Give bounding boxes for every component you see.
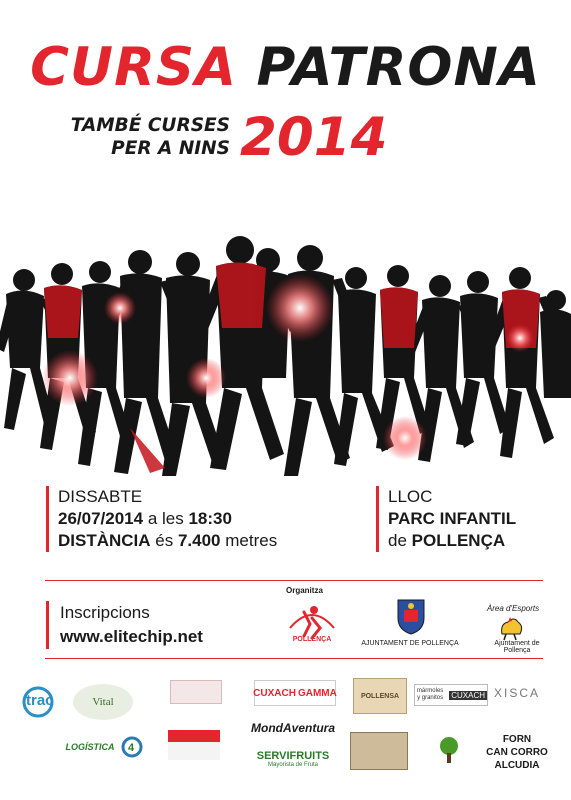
sponsor-trac xyxy=(18,672,58,732)
registration xyxy=(60,601,203,649)
svg-text:4: 4 xyxy=(127,742,134,754)
subtitle xyxy=(70,114,230,160)
forn-line-2: CAN CORRO xyxy=(486,747,548,758)
forn-line-3: ALCUDIA xyxy=(494,760,540,771)
distance-value: 7.400 xyxy=(177,531,221,550)
light-flare xyxy=(42,350,98,406)
distance-line xyxy=(58,530,277,552)
day-label: DISSABTE xyxy=(58,487,143,506)
distance-label: DISTÀNCIA xyxy=(58,531,151,550)
vital-text: Vital xyxy=(92,696,114,708)
event-time: 18:30 xyxy=(188,509,232,528)
place-town-line xyxy=(388,530,516,552)
sponsor-photo-card xyxy=(350,732,408,770)
servifruits-sub: Mayorista de Fruta xyxy=(267,762,319,768)
xisca-text: XISCA xyxy=(494,686,541,700)
title-red-word: CURSA xyxy=(30,37,238,98)
place-of: de xyxy=(388,531,412,550)
accent-bar-left xyxy=(46,486,49,552)
title-black-word: PATRONA xyxy=(256,37,541,98)
mondaventura-text: MondAventura xyxy=(251,721,335,735)
club-town: POLLENÇA xyxy=(292,636,332,643)
organizers-label: Organitza xyxy=(286,586,323,595)
gamma-text: GAMMA xyxy=(297,687,337,699)
sponsor-pollensa xyxy=(353,678,407,714)
sponsor-servifruits xyxy=(254,744,332,774)
sponsor-cuxach-gamma xyxy=(254,680,336,706)
registration-label: Inscripcions xyxy=(60,603,150,622)
ajuntament-name: AJUNTAMENT DE POLLENÇA xyxy=(361,640,459,647)
trac-text: trac xyxy=(26,692,54,709)
pollensa-text: POLLENSA xyxy=(360,692,400,700)
tree-icon xyxy=(434,735,464,765)
place-town: POLLENÇA xyxy=(411,531,506,550)
subtitle-line-2: PER A NINS xyxy=(111,138,230,159)
area-esports-name: Àrea d'Esports xyxy=(486,604,540,613)
ajuntament-crest xyxy=(394,596,428,636)
runners-illustration xyxy=(0,228,571,478)
light-flare xyxy=(186,358,226,398)
sponsor-marmoles xyxy=(414,684,488,706)
area-esports-sub: Ajuntament de Pollença xyxy=(494,640,540,654)
rooster-icon xyxy=(496,614,526,642)
marmoles-text: mármoles y granitos xyxy=(416,688,444,701)
accent-bar-inscr xyxy=(46,601,49,649)
place-label: LLOC xyxy=(388,487,433,506)
event-date: 26/07/2014 xyxy=(58,509,144,528)
sponsor-logistica xyxy=(50,734,160,760)
registration-link[interactable]: www.elitechip.net xyxy=(60,627,203,646)
sponsor-text-card xyxy=(168,728,220,762)
light-flare xyxy=(506,324,534,352)
place-name: PARC INFANTIL xyxy=(388,509,517,528)
at-text: a les xyxy=(143,509,189,528)
logistica-text: LOGÍSTICA xyxy=(65,742,115,752)
light-flare xyxy=(266,274,334,342)
light-flare xyxy=(104,292,136,324)
subtitle-line-1: TAMBÉ CURSES xyxy=(70,115,230,136)
sponsor-forn xyxy=(482,733,552,772)
poster-title xyxy=(0,38,571,98)
is-text: és xyxy=(150,531,178,550)
distance-unit: metres xyxy=(220,531,278,550)
servifruits-text: SERVIFRUITS xyxy=(256,750,330,762)
divider-bottom xyxy=(45,658,543,659)
divider-top xyxy=(45,580,543,581)
recycle-icon xyxy=(119,736,145,758)
sponsor-mondaventura xyxy=(252,720,334,736)
accent-bar-right xyxy=(376,486,379,552)
date-time-line xyxy=(58,508,277,530)
forn-line-1: FORN xyxy=(502,734,532,745)
cuxach-text: CUXACH xyxy=(253,687,296,699)
cuxach2-text: CUXACH xyxy=(451,690,485,700)
event-details xyxy=(58,486,277,552)
sponsor-small-card xyxy=(170,680,222,704)
sponsor-vital xyxy=(72,682,134,722)
year: 2014 xyxy=(240,107,388,168)
sponsor-xisca xyxy=(494,684,540,702)
sponsor-garden xyxy=(424,732,474,768)
light-flare xyxy=(383,416,427,460)
location-details xyxy=(388,486,516,552)
